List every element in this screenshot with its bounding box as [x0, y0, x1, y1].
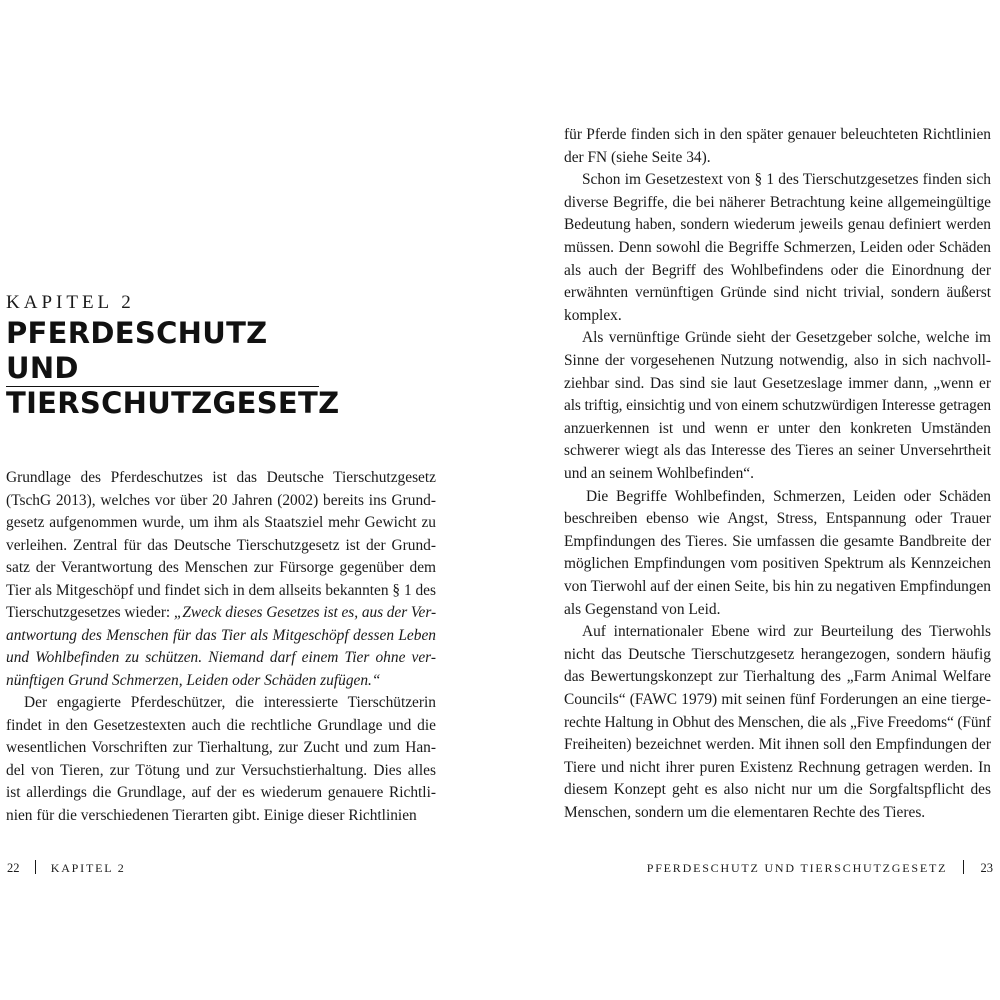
text-line: komplex. [564, 306, 622, 324]
text-line: anzuerkennen ist und wenn er unter den konkreten Umständen [564, 419, 991, 437]
text-line: nünftigen Grund Schmerzen, Leiden oder Schäden zufügen.“ [6, 671, 381, 689]
text-line: Freiheiten) bezeichnet werden. Mit ihnen soll den Empfindungen der [564, 736, 991, 754]
text-line: als Gegenstand von Leid. [564, 600, 721, 618]
chapter-title-line-2: TIERSCHUTZGESETZ [6, 386, 340, 420]
text-line: Grundlage des Pferdeschutzes ist das Deutsche Tierschutzgesetz [6, 469, 436, 486]
text-line: beschreiben ebenso wie Angst, Stress, Entspannung oder Trauer [564, 510, 991, 528]
page-number-left: 22 [7, 861, 20, 875]
text-line: antwortung des Menschen für das Tier als Mitgeschöpf dessen Leben [6, 626, 436, 644]
text-line: als triftig, einsichtig und von einem schutzwürdigen Interesse getragen [564, 397, 991, 415]
text-line: rechte Haltung in Obhut des Menschen, die als „Five Freedoms“ (Fünf [564, 713, 991, 731]
text-line: der FN (siehe Seite 34). [564, 148, 711, 166]
title-underline [6, 386, 319, 387]
text-line: verleihen. Zentral für das Deutsche Tierschutzgesetz ist der Grund- [6, 536, 436, 554]
text-line: nicht das Deutsche Tierschutzgesetz herangezogen, sondern häufig [564, 645, 991, 663]
text-line: für Pferde finden sich in den später genauer beleuchteten Richtlinien [564, 126, 991, 143]
left-folio [7, 860, 126, 876]
running-head-left: KAPITEL 2 [50, 861, 126, 875]
text-line: diesem Konzept geht es also nicht nur um die Sorgfaltspflicht des [564, 781, 991, 799]
text-line: Tier als Mitgeschöpf und findet sich in dem allseits bekannten § 1 des [6, 581, 436, 599]
chapter-label: KAPITEL 2 [6, 292, 135, 313]
text-line: findet in den Gesetzestexten auch die rechtliche Grundlage und die [6, 716, 436, 734]
folio-divider [963, 860, 964, 874]
text-line: Menschen, sondern um die elementaren Rechte des Tieres. [564, 804, 926, 821]
text-line: als auch der Begriff des Wohlbefindens oder die Einordnung der [564, 261, 991, 279]
text-line: Empfindungen des Tieres. Sie umfassen die gesamte Bandbreite der [564, 532, 991, 550]
text-line: müssen. Denn sowohl die Begriffe Schmerzen, Leiden oder Schäden [564, 239, 991, 256]
text-line: und Wohlbefinden zu schützen. Niemand darf einem Tier ohne ver- [6, 649, 436, 666]
text-line: Councils“ (FAWC 1979) mit seinen fünf Forderungen an eine tierge- [564, 691, 991, 708]
text-line: nien für die verschiedenen Tierarten gibt. Einige dieser Richtlinien [6, 806, 417, 824]
text-line: del von Tieren, zur Tötung und zur Versuchstierhaltung. Dies alles [6, 761, 436, 779]
right-folio [647, 860, 993, 876]
text-line: und an seinem Wohlbefinden“. [564, 465, 754, 482]
text-line: Sinne der vorgesehenen Nutzung notwendig, also in sich nachvoll- [564, 352, 991, 369]
text-line: schwerer wiegt als das Interesse des Tieres an seiner Unversehrtheit [564, 442, 991, 460]
running-head-right: PFERDESCHUTZ UND TIERSCHUTZGESETZ [646, 861, 948, 875]
text-line: wesentlichen Vorschriften zur Tierhaltung, zur Zucht und zum Han- [6, 739, 436, 756]
text-line: Bedeutung haben, sondern wiederum jeweils genau definiert werden [564, 216, 991, 234]
text-line: Der engagierte Pferdeschützer, die interessierte Tierschützerin [24, 694, 436, 711]
chapter-title [6, 316, 340, 421]
right-page [500, 0, 1000, 1000]
page-number-right: 23 [980, 861, 993, 875]
text-line: diverse Begriffe, die bei näherer Betrachtung keine allgemeingültige [564, 193, 991, 211]
text-line: Als vernünftige Gründe sieht der Gesetzgeber solche, welche im [582, 329, 991, 347]
text-line: das Bewertungskonzept zur Tierhaltung des „Farm Animal Welfare [564, 668, 991, 686]
text-line: möglichen Empfindungen vom positiven Spektrum als Kennzeichen [564, 555, 991, 573]
text-line: Tierschutzgesetzes wieder: „Zweck dieses Gesetzes ist es, aus der Ver- [6, 604, 437, 621]
text-line: satz der Verantwortung des Menschen zur Fürsorge gegenüber dem [6, 559, 436, 576]
folio-divider [35, 860, 36, 874]
chapter-title-line-1: PFERDESCHUTZ UND [6, 316, 268, 385]
text-line: ist allerdings die Grundlage, auf der es wiederum genauere Richtli- [6, 784, 436, 801]
text-line: von Tierwohl auf der einen Seite, bis hin zu negativen Empfindungen [564, 578, 991, 595]
text-line: Tiere und nicht ihrer puren Existenz Rechnung getragen werden. In [564, 758, 991, 776]
text-line: gesetz aufgenommen wurde, um ihm als Staatsziel mehr Gewicht zu [6, 514, 436, 531]
text-line: ziehbar sind. Das sind sie laut Gesetzeslage immer dann, „wenn er [564, 374, 991, 392]
text-line: (TschG 2013), welches vor über 20 Jahren (2002) bereits ins Grund- [6, 491, 436, 509]
text-line: Auf internationaler Ebene wird zur Beurteilung des Tierwohls [582, 623, 991, 641]
text-line: erwähnten vernünftigen Gründe sind nicht trivial, sondern äußerst [564, 284, 991, 302]
text-line: Die Begriffe Wohlbefinden, Schmerzen, Leiden oder Schäden [586, 487, 991, 505]
text-line: Schon im Gesetzestext von § 1 des Tierschutzgesetzes finden sich [582, 171, 991, 189]
